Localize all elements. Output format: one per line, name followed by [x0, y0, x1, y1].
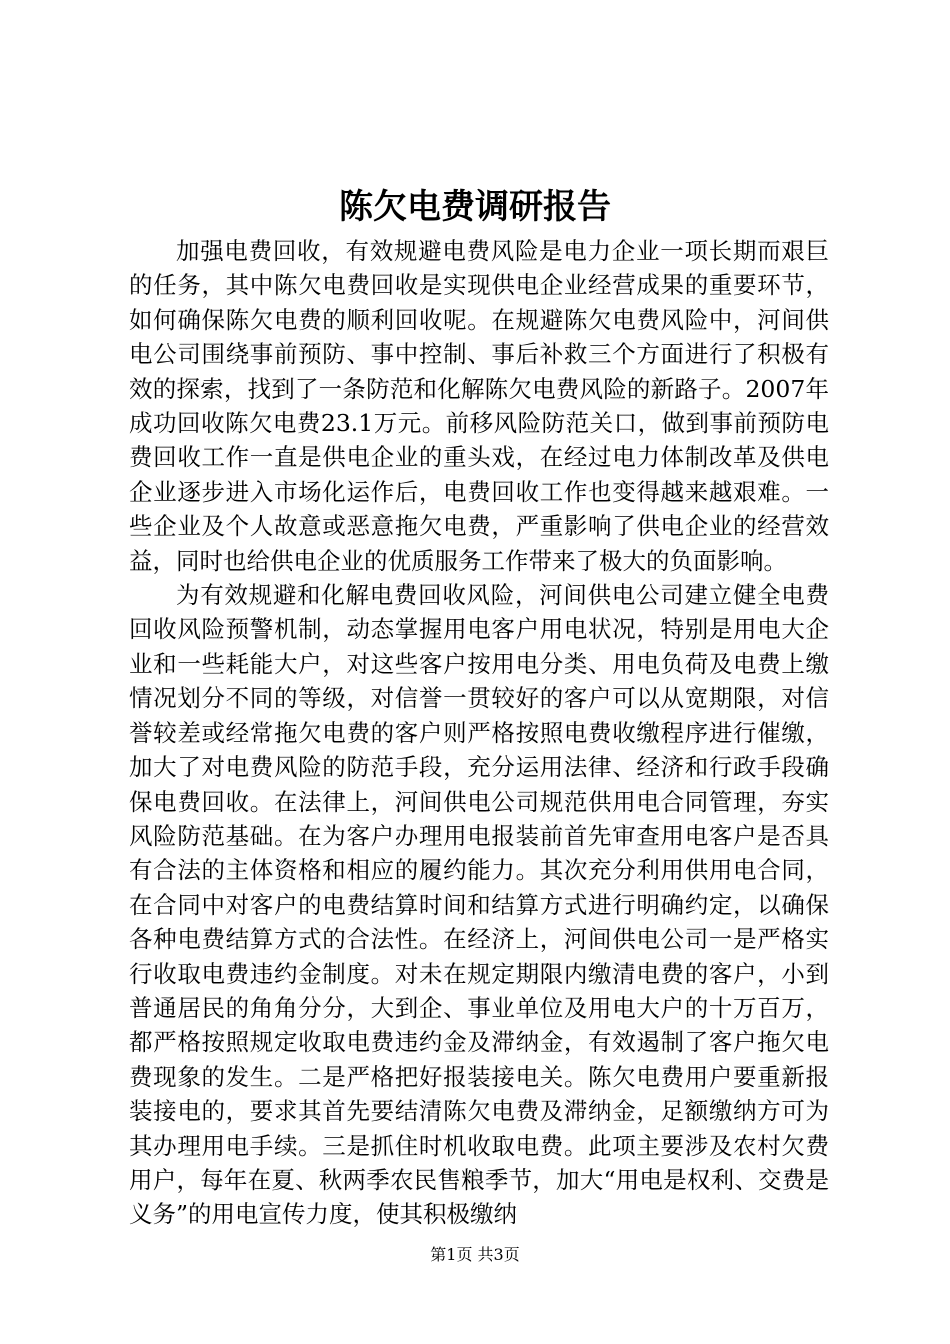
paragraph: 为有效规避和化解电费回收风险，河间供电公司建立健全电费回收风险预警机制，动态掌握用电客户用电状况，特别是用电大企业和一些耗能大户，对这些客户按用电分类、用电负荷及电费上缴情况划分不同的等级，对信誉一贯较好的客户可以从宽期限，对信誉较差或经常拖欠电费的客户则严格按照电费收缴程序进行催缴，加大了对电费风险的防范手段，充分运用法律、经济和行政手段确保电费回收。在法律上，河间供电公司规范供用电合同管理，夯实风险防范基础。在为客户办理用电报装前首先审查用电客户是否具有合法的主体资格和相应的履约能力。其次充分利用供用电合同，在合同中对客户的电费结算时间和结算方式进行明确约定，以确保各种电费结算方式的合法性。在经济上，河间供电公司一是严格实行收取电费违约金制度。对未在规定期限内缴清电费的客户，小到普通居民的角角分分，大到企、事业单位及用电大户的十万百万，都严格按照规定收取电费违约金及滞纳金，有效遏制了客户拖欠电费现象的发生。二是严格把好报装接电关。陈欠电费用户要重新报装接电的，要求其首先要结清陈欠电费及滞纳金，足额缴纳方可为其办理用电手续。三是抓住时机收取电费。此项主要涉及农村欠费用户，每年在夏、秋两季农民售粮季节，加大“用电是权利、交费是义务”的用电宣传力度，使其积极缴纳 [129, 581, 829, 1229]
document-body [129, 234, 829, 1232]
document-title: 陈欠电费调研报告 [339, 187, 611, 227]
page-number-footer: 第1页 共3页 [430, 1245, 520, 1264]
paragraph: 加强电费回收，有效规避电费风险是电力企业一项长期而艰巨的任务，其中陈欠电费回收是实现供电企业经营成果的重要环节，如何确保陈欠电费的顺利回收呢。在规避陈欠电费风险中，河间供电公司围绕事前预防、事中控制、事后补救三个方面进行了积极有效的探索，找到了一条防范和化解陈欠电费风险的新路子。2007年成功回收陈欠电费23.1万元。前移风险防范关口，做到事前预防电费回收工作一直是供电企业的重头戏，在经过电力体制改革及供电企业逐步进入市场化运作后，电费回收工作也变得越来越艰难。一些企业及个人故意或恶意拖欠电费，严重影响了供电企业的经营效益，同时也给供电企业的优质服务工作带来了极大的负面影响。 [129, 237, 829, 575]
